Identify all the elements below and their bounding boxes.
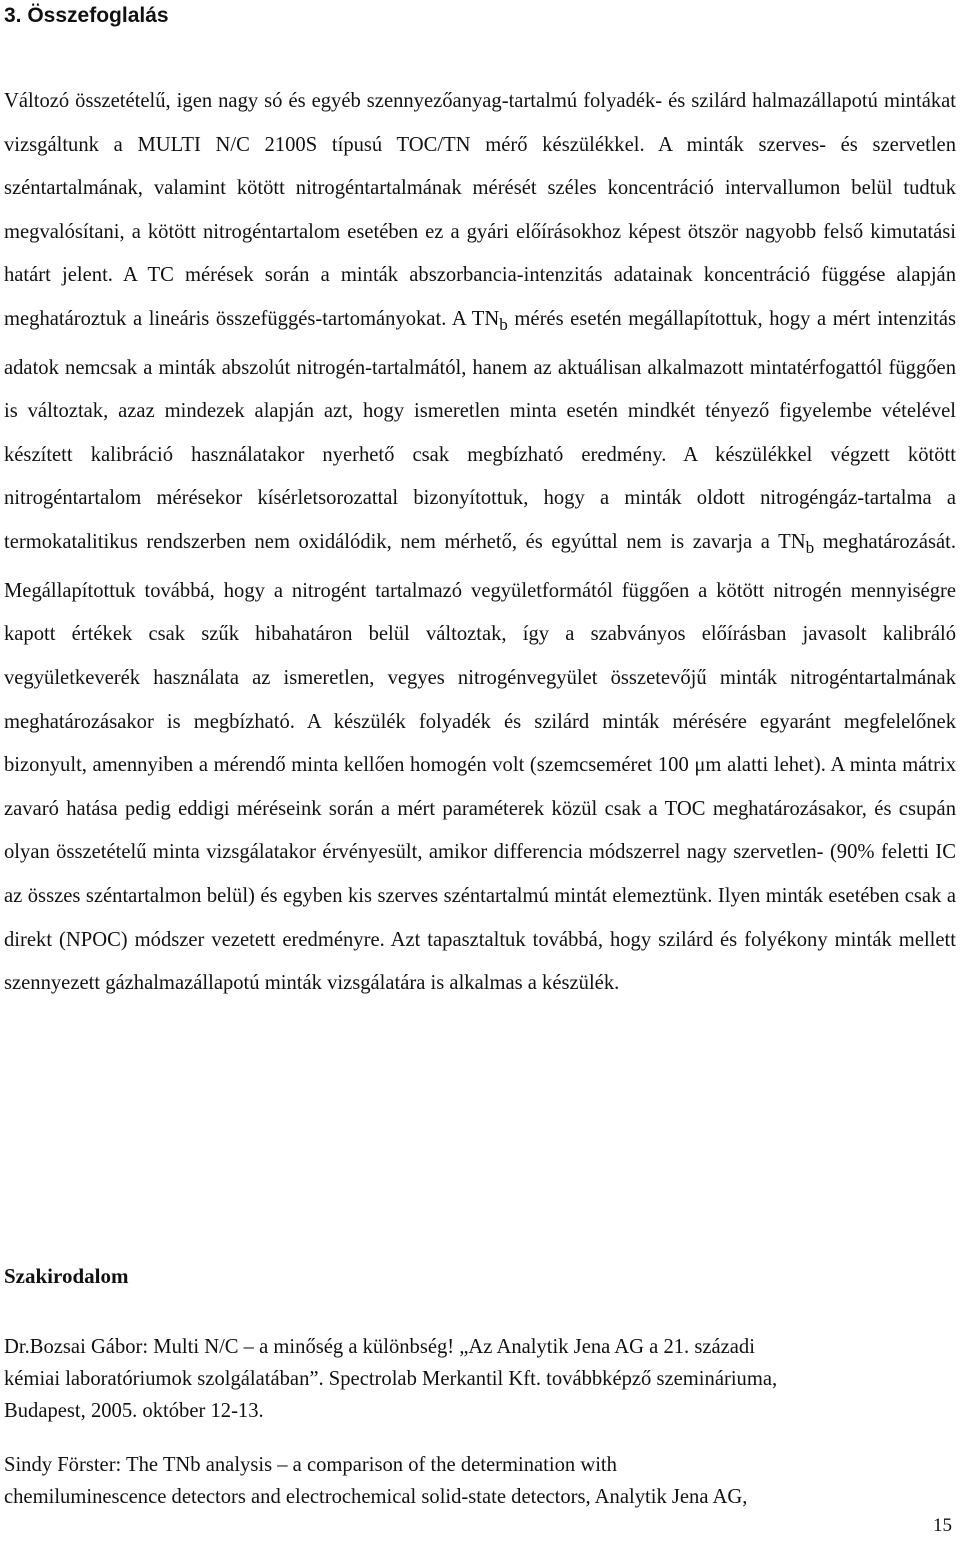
summary-text-part-3: meghatározását. Megállapítottuk továbbá, hogy a nitrogént tartalmazó vegyületformától függően a kötött nitrogén mennyiségre kapott értékek csak szűk hibahatáron belül változtak, így a szabványos előírásban javasolt kalibráló vegyületkeverék használata az ismeretlen, vegyes nitrogénvegyület összetevőjű minták nitrogéntartalmának meghatározásakor is megbízható. A készülék folyadék és szilárd minták mérésére egyaránt megfelelőnek bizonyult, amennyiben a mérendő minta kellően homogén volt (szemcseméret 100 μm alatti lehet). A minta mátrix zavaró hatása pedig eddigi méréseink során a mért paraméterek közül csak a TOC meghatározásakor, és csupán olyan összetételű minta vizsgálatakor érvényesült, amikor differencia módszerrel nagy szervetlen- (90% feletti IC az összes széntartalmon belül) és egyben kis szerves széntartalmú mintát elemeztünk. Ilyen minták esetében csak a direkt (NPOC) módszer vezetett eredményre. Azt tapasztaltuk továbbá, hogy szilárd és folyékony minták mellett szennyezett gázhalmazállapotú minták vizsgálatára is alkalmas a készülék. (4, 531, 956, 995)
reference-2-line-2: chemiluminescence detectors and electrochemical solid-state detectors, Analytik Jena AG, (4, 1486, 748, 1508)
references-heading: Szakirodalom (4, 1264, 129, 1288)
reference-1-line-3: Budapest, 2005. október 12-13. (4, 1400, 264, 1422)
section-heading: 3. Összefoglalás (4, 4, 169, 27)
reference-1-line-1: Dr.Bozsai Gábor: Multi N/C – a minőség a különbség! „Az Analytik Jena AG a 21. századi (4, 1336, 755, 1358)
reference-item-2 (4, 1449, 956, 1513)
tn-subscript-1: b (499, 315, 508, 335)
summary-text-part-2: mérés esetén megállapítottuk, hogy a mért intenzitás adatok nemcsak a minták abszolút nitrogén-tartalmától, hanem az aktuálisan alkalmazott mintatérfogattól függően is változtak, azaz mindezek alapján azt, hogy ismeretlen minta esetén mindkét tényező figyelembe vételével készített kalibráció használatakor nyerhető csak megbízható eredmény. A készülékkel végzett kötött nitrogéntartalom mérésekor kísérletsorozattal bizonyítottuk, hogy a minták oldott nitrogéngáz-tartalma a termokatalitikus rendszerben nem oxidálódik, nem mérhető, és egyúttal nem is zavarja a TN (4, 307, 956, 554)
reference-2-line-1: Sindy Förster: The TNb analysis – a comparison of the determination with (4, 1454, 617, 1476)
summary-text-part-1: Változó összetételű, igen nagy só és egyéb szennyezőanyag-tartalmú folyadék- és szilárd halmazállapotú mintákat vizsgáltunk a MULTI N/C 2100S típusú TOC/TN mérő készülékkel. A minták szerves- és szervetlen széntartalmának, valamint kötött nitrogéntartalmának mérését széles koncentráció intervallumon belül tudtuk megvalósítani, a kötött nitrogéntartalom esetében ez a gyári előírásokhoz képest ötször nagyobb felső kimutatási határt jelent. A TC mérések során a minták abszorbancia-intenzitás adatainak koncentráció függése alapján meghatároztuk a lineáris összefüggés-tartományokat. A TN (4, 90, 956, 330)
tn-subscript-2: b (805, 538, 815, 558)
page-number: 15 (933, 1515, 952, 1536)
reference-1-line-2: kémiai laboratóriumok szolgálatában”. Spectrolab Merkantil Kft. továbbképző szemináriuma, (4, 1368, 778, 1390)
reference-item-1 (4, 1331, 956, 1427)
summary-paragraph (4, 80, 956, 1006)
